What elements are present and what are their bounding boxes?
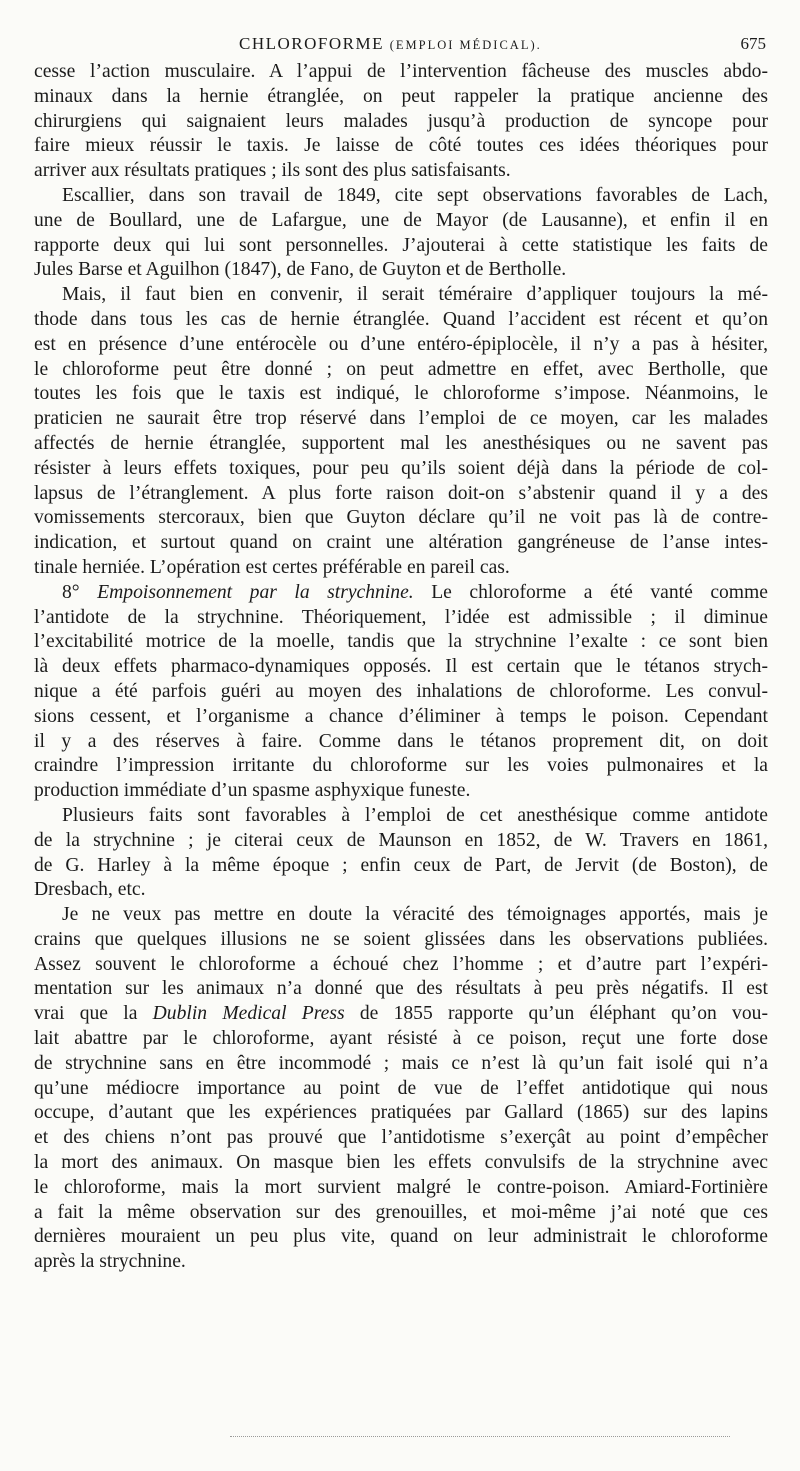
text-segment: dernières mouraient un peu plus vite, quand on leur administrait le chloroforme bbox=[34, 1226, 768, 1248]
text-segment: Dresbach, etc. bbox=[34, 879, 146, 901]
text-segment: Jules Barse et Aguilhon (1847), de Fano, de Guyton et de Bertholle. bbox=[34, 259, 567, 281]
text-segment: l’excitabilité motrice de la moelle, tandis que la strychnine l’exalte : ce sont bien bbox=[34, 631, 768, 653]
text-line bbox=[34, 209, 768, 234]
text-segment: une de Boullard, une de Lafargue, une de Mayor (de Lausanne), et enfin il en bbox=[34, 209, 768, 231]
text-line bbox=[34, 1176, 768, 1201]
text-segment: de strychnine sans en être incommodé ; mais ce n’est là qu’un fait isolé qui n’a bbox=[34, 1052, 768, 1074]
text-line bbox=[34, 903, 768, 928]
text-segment: crains que quelques illusions ne se soient glissées dans les observations publiées. bbox=[34, 928, 768, 950]
section-number: 8° bbox=[62, 581, 98, 603]
text-segment: Assez souvent le chloroforme a échoué chez l’homme ; et d’autre part l’expéri- bbox=[34, 953, 768, 975]
text-segment: Plusieurs faits sont favorables à l’emploi de cet anesthésique comme antidote bbox=[62, 804, 768, 826]
text-segment: production immédiate d’un spasme asphyxique funeste. bbox=[34, 780, 471, 802]
text-line bbox=[34, 829, 768, 854]
text-segment: occupe, d’autant que les expériences pratiquées par Gallard (1865) sur des lapins bbox=[34, 1102, 768, 1124]
text-line bbox=[34, 630, 768, 655]
text-segment: après la strychnine. bbox=[34, 1251, 186, 1273]
text-line bbox=[34, 854, 768, 879]
text-segment: chirurgiens qui saignaient leurs malades jusqu’à production de syncope pour bbox=[34, 110, 768, 132]
text-segment: craindre l’impression irritante du chloroforme sur les voies pulmonaires et la bbox=[34, 755, 768, 777]
text-segment: de 1855 rapporte qu’un éléphant qu’on vou- bbox=[344, 1003, 768, 1025]
body-text bbox=[34, 60, 768, 1275]
paragraph bbox=[34, 581, 768, 804]
text-line bbox=[34, 333, 768, 358]
text-line bbox=[34, 358, 768, 383]
text-segment: nique a été parfois guéri au moyen des inhalations de chloroforme. Les convul- bbox=[34, 680, 768, 702]
text-segment: mentation sur les animaux n’a donné que des résultats à peu près négatifs. Il est bbox=[34, 978, 768, 1000]
text-line bbox=[34, 85, 768, 110]
text-line bbox=[34, 556, 768, 581]
text-segment: lapsus de l’étranglement. A plus forte raison doit-on s’abstenir quand il y a des bbox=[34, 482, 768, 504]
text-line bbox=[34, 531, 768, 556]
text-line bbox=[34, 159, 768, 184]
text-line bbox=[34, 730, 768, 755]
text-segment: Escallier, dans son travail de 1849, cite sept observations favorables de Lach, bbox=[62, 184, 768, 206]
text-segment: indication, et surtout quand on craint une altération gangréneuse de l’anse intes- bbox=[34, 532, 768, 554]
text-line bbox=[34, 1225, 768, 1250]
text-segment: tinale herniée. L’opération est certes préférable en pareil cas. bbox=[34, 556, 510, 578]
text-line bbox=[34, 382, 768, 407]
text-line bbox=[34, 308, 768, 333]
text-segment: a fait la même observation sur des grenouilles, et moi-même j’ai noté que ces bbox=[34, 1201, 768, 1223]
paragraph bbox=[34, 804, 768, 903]
text-line bbox=[34, 977, 768, 1002]
text-segment: l’antidote de la strychnine. Théoriquement, l’idée est admissible ; il diminue bbox=[34, 606, 768, 628]
text-segment: vrai que la bbox=[34, 1003, 153, 1025]
text-segment: de la strychnine ; je citerai ceux de Maunson en 1852, de W. Travers en 1861, bbox=[34, 829, 768, 851]
text-segment: lait abattre par le chloroforme, ayant résisté à ce poison, reçut une forte dose bbox=[34, 1028, 768, 1050]
text-line bbox=[34, 928, 768, 953]
text-line bbox=[34, 705, 768, 730]
section-heading: Empoisonnement par la strychnine. bbox=[97, 581, 414, 603]
text-line bbox=[34, 606, 768, 631]
text-segment: toutes les fois que le taxis est indiqué, le chloroforme s’impose. Néanmoins, le bbox=[34, 383, 768, 405]
text-segment: Je ne veux pas mettre en doute la véracité des témoignages apportés, mais je bbox=[62, 904, 768, 926]
text-line bbox=[34, 1052, 768, 1077]
text-line bbox=[34, 482, 768, 507]
running-title-subtitle: (EMPLOI MÉDICAL). bbox=[389, 38, 542, 52]
text-segment: sions cessent, et l’organisme a chance d’éliminer à temps le poison. Cependant bbox=[34, 705, 768, 727]
text-line bbox=[34, 1250, 768, 1275]
text-line bbox=[34, 457, 768, 482]
footer-rule bbox=[230, 1436, 730, 1437]
text-line bbox=[34, 581, 768, 606]
text-line bbox=[34, 779, 768, 804]
text-segment: minaux dans la hernie étranglée, on peut rappeler la pratique ancienne des bbox=[34, 85, 768, 107]
text-segment: est en présence d’une entérocèle ou d’une entéro-épiplocèle, il n’y a pas à hésiter, bbox=[34, 333, 768, 355]
text-line bbox=[34, 110, 768, 135]
text-segment: de G. Harley à la même époque ; enfin ceux de Part, de Jervit (de Boston), de bbox=[34, 854, 768, 876]
text-line bbox=[34, 804, 768, 829]
text-segment: le chloroforme, mais la mort survient malgré le contre-poison. Amiard-Fortinière bbox=[34, 1176, 768, 1198]
text-line bbox=[34, 754, 768, 779]
text-line bbox=[34, 680, 768, 705]
text-line bbox=[34, 1126, 768, 1151]
text-segment: praticien ne saurait être trop réservé dans l’emploi de ce moyen, car les malades bbox=[34, 408, 768, 430]
text-line bbox=[34, 1077, 768, 1102]
running-title bbox=[239, 34, 542, 54]
text-segment: il y a des réserves à faire. Comme dans le tétanos proprement dit, on doit bbox=[34, 730, 768, 752]
text-line bbox=[34, 283, 768, 308]
text-line bbox=[34, 432, 768, 457]
text-line bbox=[34, 234, 768, 259]
text-segment: faire mieux réussir le taxis. Je laisse de côté toutes ces idées théoriques pour bbox=[34, 135, 768, 157]
text-line bbox=[34, 655, 768, 680]
text-segment: thode dans tous les cas de hernie étranglée. Quand l’accident est récent et qu’on bbox=[34, 308, 768, 330]
text-line bbox=[34, 1101, 768, 1126]
text-segment: cesse l’action musculaire. A l’appui de l’intervention fâcheuse des muscles abdo- bbox=[34, 61, 768, 82]
text-line bbox=[34, 184, 768, 209]
text-line bbox=[34, 506, 768, 531]
paragraph bbox=[34, 903, 768, 1275]
text-segment: qu’une médiocre importance au point de vue de l’effet antidotique qui nous bbox=[34, 1077, 768, 1099]
italic-title: Dublin Medical Press bbox=[152, 1003, 345, 1025]
text-segment: rapporte deux qui lui sont personnelles. J’ajouterai à cette statistique les faits de bbox=[34, 234, 768, 256]
text-line bbox=[34, 407, 768, 432]
text-segment: arriver aux résultats pratiques ; ils sont des plus satisfaisants. bbox=[34, 160, 511, 182]
text-segment: vomissements stercoraux, bien que Guyton déclare qu’il ne voit pas là de contre- bbox=[34, 507, 768, 529]
text-line bbox=[34, 60, 768, 85]
text-segment: la mort des animaux. On masque bien les effets convulsifs de la strychnine avec bbox=[34, 1152, 768, 1174]
text-segment: résister à leurs effets toxiques, pour peu qu’ils soient déjà dans la période de col- bbox=[34, 457, 768, 479]
running-title-main: CHLOROFORME bbox=[239, 34, 384, 53]
text-line bbox=[34, 258, 768, 283]
text-segment: Mais, il faut bien en convenir, il serait téméraire d’appliquer toujours la mé- bbox=[62, 284, 768, 306]
text-segment: là deux effets pharmaco-dynamiques opposés. Il est certain que le tétanos strych- bbox=[34, 656, 768, 678]
text-line bbox=[34, 953, 768, 978]
text-line bbox=[34, 1151, 768, 1176]
text-line bbox=[34, 1201, 768, 1226]
text-line bbox=[34, 1002, 768, 1027]
text-segment: affectés de hernie étranglée, supportent mal les anesthésiques ou ne savent pas bbox=[34, 432, 768, 454]
text-line bbox=[34, 878, 768, 903]
paragraph bbox=[34, 283, 768, 581]
paragraph bbox=[34, 60, 768, 184]
running-head bbox=[34, 28, 768, 60]
page-number: 675 bbox=[740, 34, 766, 53]
text-line bbox=[34, 1027, 768, 1052]
page bbox=[34, 28, 768, 1275]
text-segment: le chloroforme peut être donné ; on peut admettre en effet, avec Bertholle, que bbox=[34, 358, 768, 380]
text-line bbox=[34, 134, 768, 159]
text-segment: et des chiens n’ont pas prouvé que l’antidotisme s’exerçât au point d’empêcher bbox=[34, 1127, 768, 1149]
paragraph bbox=[34, 184, 768, 283]
text-segment: Le chloroforme a été vanté comme bbox=[413, 581, 768, 603]
